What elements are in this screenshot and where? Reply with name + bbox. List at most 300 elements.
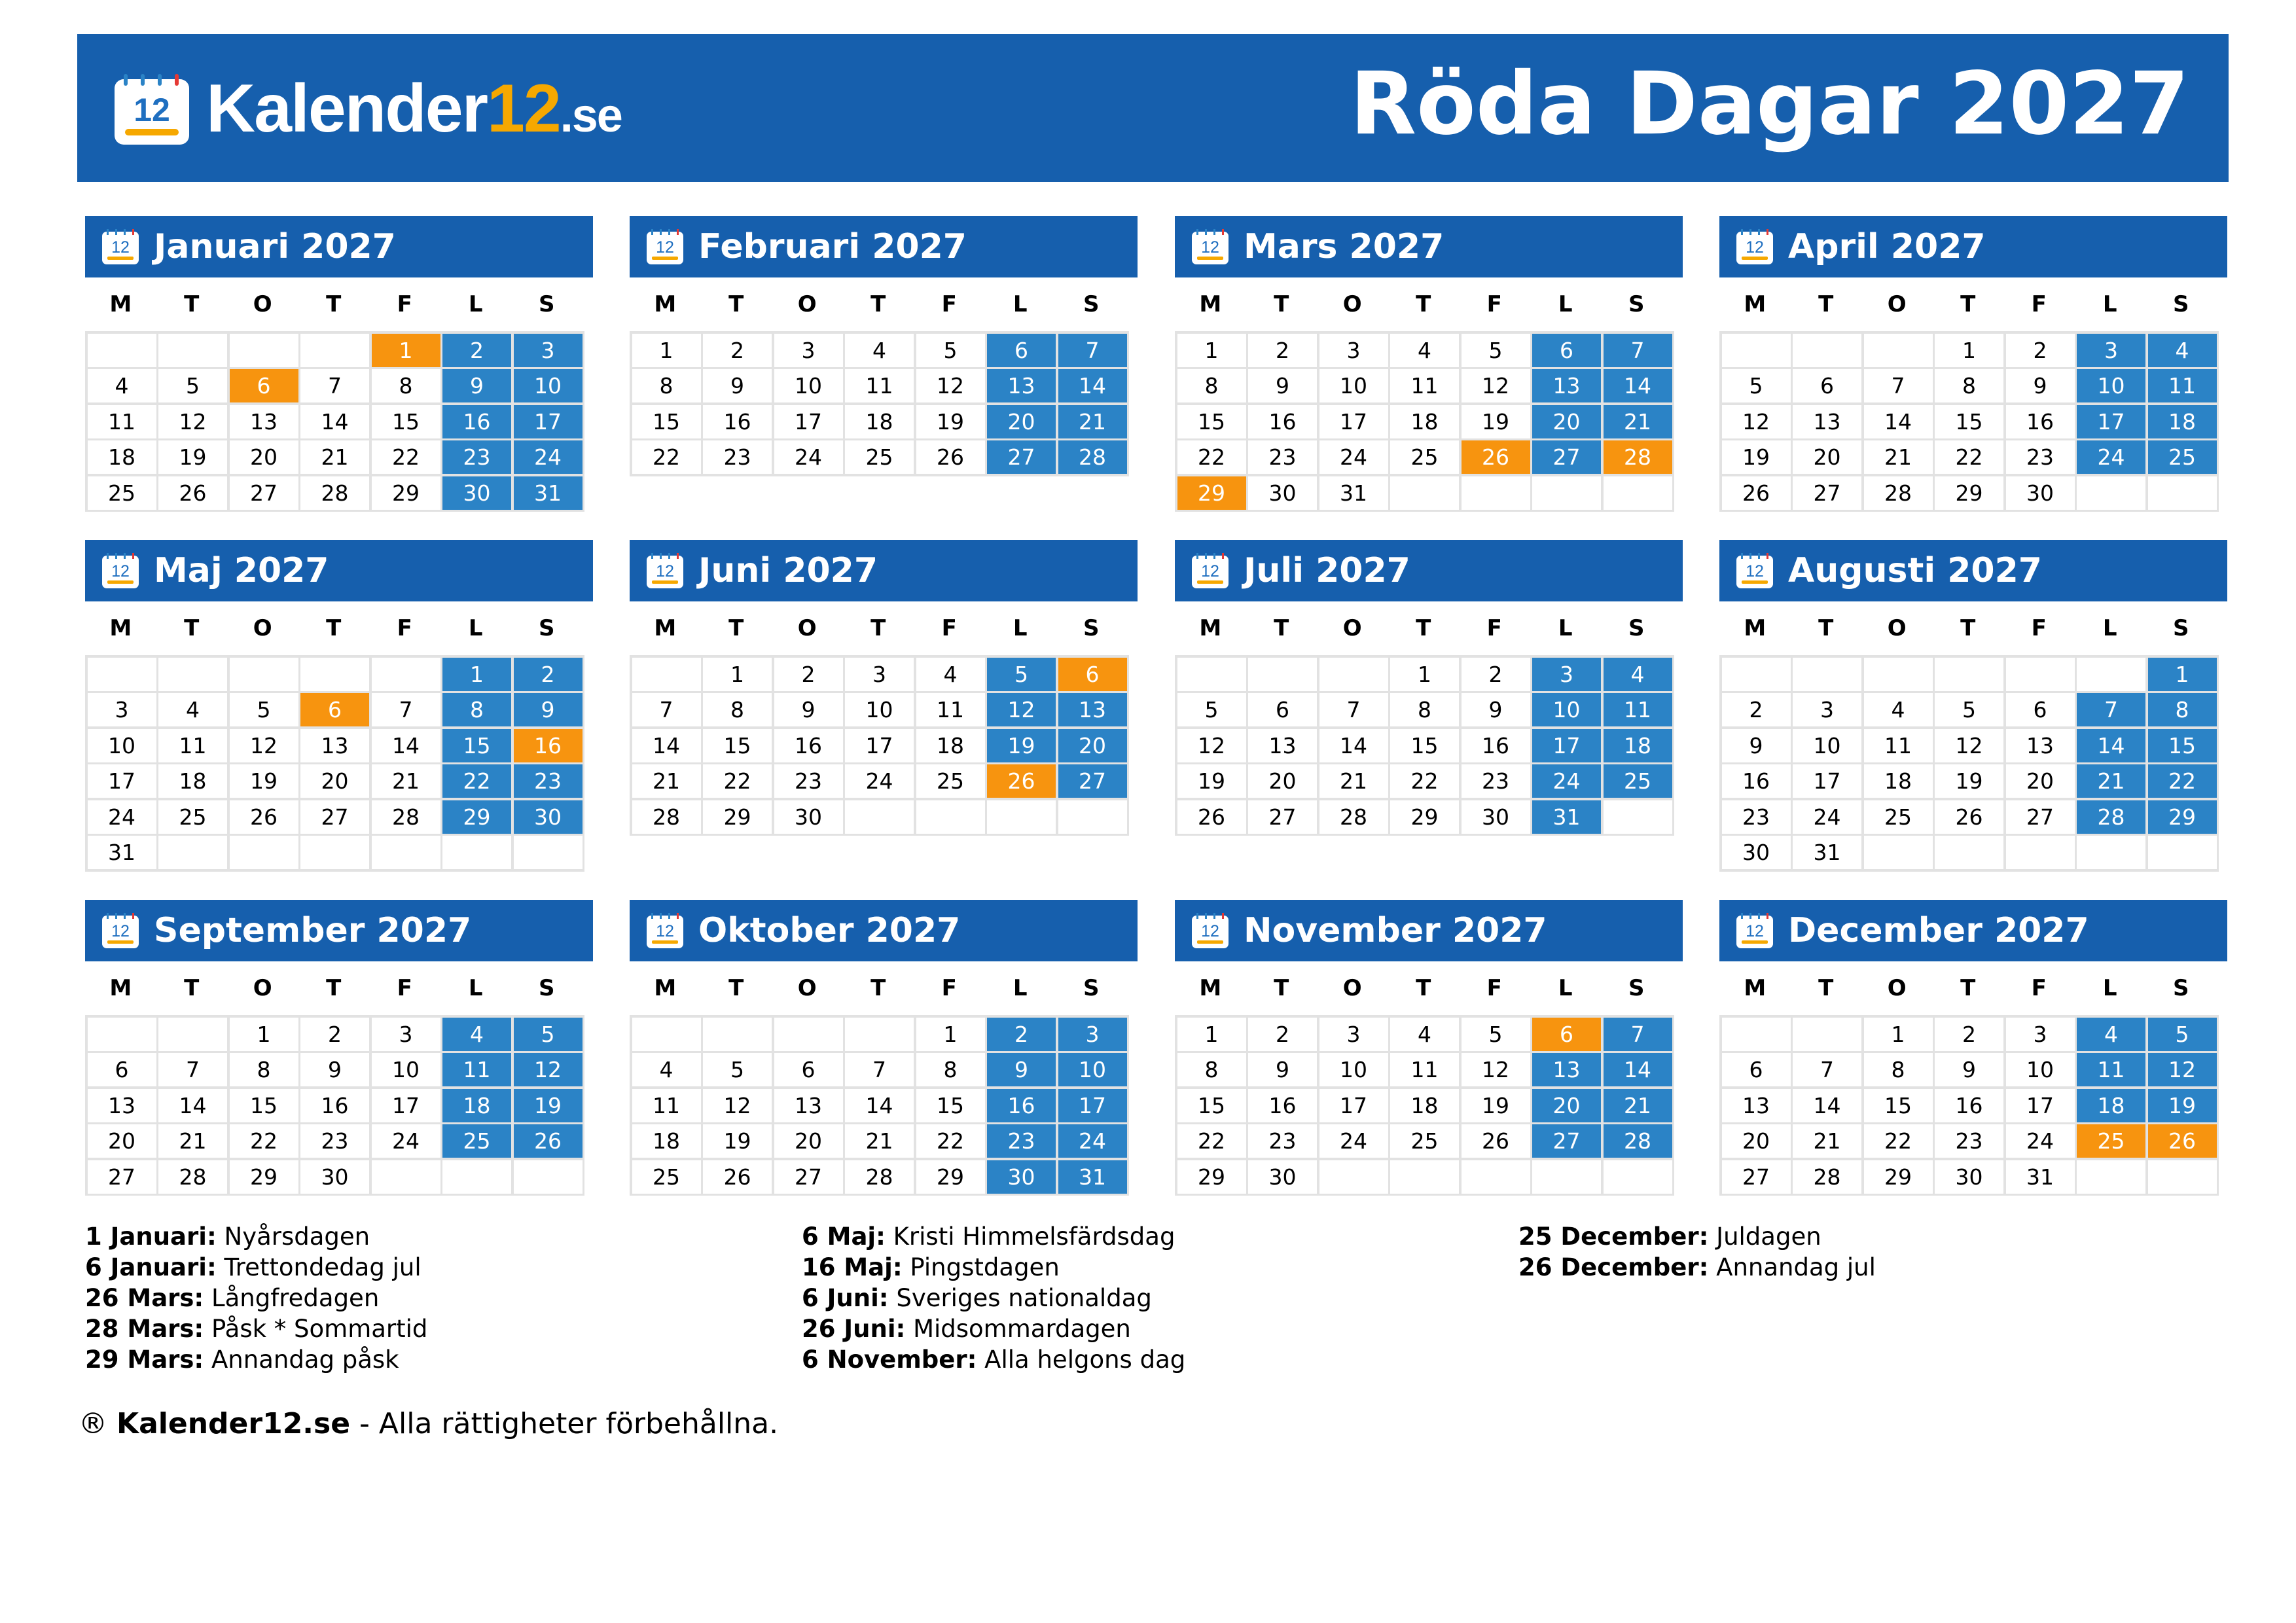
day-cell[interactable]: 7 [1864, 369, 1933, 402]
day-cell[interactable]: 20 [88, 1124, 156, 1158]
day-cell[interactable]: 11 [845, 369, 914, 402]
day-cell[interactable]: 1 [916, 1018, 985, 1051]
weekend-cell[interactable]: 21 [2077, 764, 2145, 798]
day-cell[interactable]: 21 [632, 764, 701, 798]
day-cell[interactable]: 19 [1462, 405, 1530, 438]
day-cell[interactable]: 8 [230, 1053, 298, 1086]
day-cell[interactable]: 29 [1390, 800, 1459, 834]
weekend-cell[interactable]: 4 [2077, 1018, 2145, 1051]
day-cell[interactable]: 25 [845, 440, 914, 474]
day-cell[interactable]: 5 [916, 334, 985, 367]
day-cell[interactable]: 3 [1319, 1018, 1388, 1051]
day-cell[interactable]: 6 [2006, 693, 2075, 726]
weekend-cell[interactable]: 25 [2148, 440, 2217, 474]
holiday-cell[interactable]: 6 [300, 693, 369, 726]
day-cell[interactable]: 17 [1319, 1089, 1388, 1122]
day-cell[interactable]: 12 [1177, 729, 1246, 762]
day-cell[interactable]: 18 [632, 1124, 701, 1158]
day-cell[interactable]: 12 [1462, 369, 1530, 402]
day-cell[interactable]: 16 [1248, 405, 1317, 438]
day-cell[interactable]: 5 [1722, 369, 1791, 402]
day-cell[interactable]: 18 [845, 405, 914, 438]
day-cell[interactable]: 29 [1935, 476, 2003, 510]
weekend-cell[interactable]: 3 [1058, 1018, 1127, 1051]
weekend-cell[interactable]: 8 [2148, 693, 2217, 726]
weekend-cell[interactable]: 14 [1604, 1053, 1672, 1086]
day-cell[interactable]: 22 [372, 440, 440, 474]
day-cell[interactable]: 1 [1935, 334, 2003, 367]
weekend-cell[interactable]: 24 [1532, 764, 1601, 798]
day-cell[interactable]: 21 [300, 440, 369, 474]
weekend-cell[interactable]: 27 [987, 440, 1056, 474]
day-cell[interactable]: 9 [1462, 693, 1530, 726]
weekend-cell[interactable]: 5 [514, 1018, 583, 1051]
day-cell[interactable]: 2 [1462, 658, 1530, 691]
day-cell[interactable]: 20 [1722, 1124, 1791, 1158]
weekend-cell[interactable]: 4 [442, 1018, 511, 1051]
weekend-cell[interactable]: 8 [442, 693, 511, 726]
day-cell[interactable]: 22 [1390, 764, 1459, 798]
day-cell[interactable]: 29 [372, 476, 440, 510]
weekend-cell[interactable]: 10 [1058, 1053, 1127, 1086]
day-cell[interactable]: 23 [774, 764, 843, 798]
holiday-cell[interactable]: 26 [1462, 440, 1530, 474]
day-cell[interactable]: 19 [158, 440, 227, 474]
day-cell[interactable]: 1 [703, 658, 772, 691]
holiday-cell[interactable]: 6 [230, 369, 298, 402]
day-cell[interactable]: 3 [1319, 334, 1388, 367]
day-cell[interactable]: 9 [2006, 369, 2075, 402]
day-cell[interactable]: 3 [1793, 693, 1861, 726]
day-cell[interactable]: 22 [1177, 1124, 1246, 1158]
weekend-cell[interactable]: 20 [987, 405, 1056, 438]
day-cell[interactable]: 28 [1864, 476, 1933, 510]
weekend-cell[interactable]: 31 [514, 476, 583, 510]
day-cell[interactable]: 10 [88, 729, 156, 762]
day-cell[interactable]: 20 [1793, 440, 1861, 474]
day-cell[interactable]: 27 [88, 1160, 156, 1194]
weekend-cell[interactable]: 29 [2148, 800, 2217, 834]
day-cell[interactable]: 10 [1319, 1053, 1388, 1086]
weekend-cell[interactable]: 7 [1058, 334, 1127, 367]
day-cell[interactable]: 7 [300, 369, 369, 402]
day-cell[interactable]: 2 [300, 1018, 369, 1051]
weekend-cell[interactable]: 4 [1604, 658, 1672, 691]
weekend-cell[interactable]: 7 [2077, 693, 2145, 726]
weekend-cell[interactable]: 17 [514, 405, 583, 438]
day-cell[interactable]: 14 [1793, 1089, 1861, 1122]
day-cell[interactable]: 21 [1864, 440, 1933, 474]
day-cell[interactable]: 2 [1935, 1018, 2003, 1051]
weekend-cell[interactable]: 23 [442, 440, 511, 474]
weekend-cell[interactable]: 20 [1532, 1089, 1601, 1122]
day-cell[interactable]: 12 [230, 729, 298, 762]
day-cell[interactable]: 10 [774, 369, 843, 402]
weekend-cell[interactable]: 13 [1058, 693, 1127, 726]
day-cell[interactable]: 24 [372, 1124, 440, 1158]
weekend-cell[interactable]: 13 [1532, 369, 1601, 402]
day-cell[interactable]: 6 [88, 1053, 156, 1086]
day-cell[interactable]: 19 [1462, 1089, 1530, 1122]
day-cell[interactable]: 18 [1864, 764, 1933, 798]
day-cell[interactable]: 2 [1722, 693, 1791, 726]
weekend-cell[interactable]: 9 [987, 1053, 1056, 1086]
weekend-cell[interactable]: 18 [2148, 405, 2217, 438]
day-cell[interactable]: 11 [632, 1089, 701, 1122]
day-cell[interactable]: 23 [1722, 800, 1791, 834]
weekend-cell[interactable]: 5 [2148, 1018, 2217, 1051]
weekend-cell[interactable]: 23 [987, 1124, 1056, 1158]
weekend-cell[interactable]: 4 [2148, 334, 2217, 367]
day-cell[interactable]: 12 [703, 1089, 772, 1122]
weekend-cell[interactable]: 10 [514, 369, 583, 402]
weekend-cell[interactable]: 25 [1604, 764, 1672, 798]
day-cell[interactable]: 25 [158, 800, 227, 834]
weekend-cell[interactable]: 19 [514, 1089, 583, 1122]
weekend-cell[interactable]: 27 [1058, 764, 1127, 798]
day-cell[interactable]: 18 [158, 764, 227, 798]
weekend-cell[interactable]: 6 [987, 334, 1056, 367]
day-cell[interactable]: 27 [774, 1160, 843, 1194]
day-cell[interactable]: 25 [1390, 440, 1459, 474]
day-cell[interactable]: 27 [230, 476, 298, 510]
day-cell[interactable]: 12 [1722, 405, 1791, 438]
day-cell[interactable]: 30 [1722, 836, 1791, 869]
day-cell[interactable]: 7 [1793, 1053, 1861, 1086]
day-cell[interactable]: 18 [1390, 405, 1459, 438]
day-cell[interactable]: 11 [158, 729, 227, 762]
day-cell[interactable]: 8 [1177, 369, 1246, 402]
day-cell[interactable]: 29 [230, 1160, 298, 1194]
day-cell[interactable]: 28 [1793, 1160, 1861, 1194]
day-cell[interactable]: 8 [1864, 1053, 1933, 1086]
day-cell[interactable]: 26 [703, 1160, 772, 1194]
day-cell[interactable]: 6 [774, 1053, 843, 1086]
day-cell[interactable]: 19 [1722, 440, 1791, 474]
day-cell[interactable]: 31 [1319, 476, 1388, 510]
weekend-cell[interactable]: 21 [1604, 405, 1672, 438]
holiday-cell[interactable]: 6 [1532, 1018, 1601, 1051]
day-cell[interactable]: 28 [632, 800, 701, 834]
weekend-cell[interactable]: 2 [987, 1018, 1056, 1051]
day-cell[interactable]: 10 [372, 1053, 440, 1086]
day-cell[interactable]: 19 [916, 405, 985, 438]
day-cell[interactable]: 20 [1248, 764, 1317, 798]
holiday-cell[interactable]: 6 [1058, 658, 1127, 691]
day-cell[interactable]: 14 [1864, 405, 1933, 438]
day-cell[interactable]: 13 [2006, 729, 2075, 762]
day-cell[interactable]: 13 [300, 729, 369, 762]
day-cell[interactable]: 9 [1935, 1053, 2003, 1086]
weekend-cell[interactable]: 15 [2148, 729, 2217, 762]
day-cell[interactable]: 30 [1935, 1160, 2003, 1194]
day-cell[interactable]: 23 [703, 440, 772, 474]
day-cell[interactable]: 4 [1864, 693, 1933, 726]
weekend-cell[interactable]: 16 [987, 1089, 1056, 1122]
weekend-cell[interactable]: 30 [514, 800, 583, 834]
weekend-cell[interactable]: 28 [1604, 1124, 1672, 1158]
day-cell[interactable]: 20 [774, 1124, 843, 1158]
day-cell[interactable]: 2 [703, 334, 772, 367]
day-cell[interactable]: 30 [1248, 476, 1317, 510]
day-cell[interactable]: 6 [1793, 369, 1861, 402]
weekend-cell[interactable]: 3 [1532, 658, 1601, 691]
day-cell[interactable]: 4 [916, 658, 985, 691]
day-cell[interactable]: 16 [1935, 1089, 2003, 1122]
day-cell[interactable]: 6 [1248, 693, 1317, 726]
day-cell[interactable]: 27 [300, 800, 369, 834]
day-cell[interactable]: 13 [1248, 729, 1317, 762]
day-cell[interactable]: 12 [158, 405, 227, 438]
holiday-cell[interactable]: 1 [372, 334, 440, 367]
weekend-cell[interactable]: 31 [1532, 800, 1601, 834]
day-cell[interactable]: 9 [1248, 1053, 1317, 1086]
weekend-cell[interactable]: 2 [442, 334, 511, 367]
weekend-cell[interactable]: 3 [2077, 334, 2145, 367]
weekend-cell[interactable]: 27 [1532, 440, 1601, 474]
day-cell[interactable]: 15 [703, 729, 772, 762]
day-cell[interactable]: 15 [1177, 405, 1246, 438]
weekend-cell[interactable]: 10 [1532, 693, 1601, 726]
day-cell[interactable]: 4 [158, 693, 227, 726]
day-cell[interactable]: 8 [1390, 693, 1459, 726]
weekend-cell[interactable]: 17 [1532, 729, 1601, 762]
weekend-cell[interactable]: 6 [1532, 334, 1601, 367]
weekend-cell[interactable]: 25 [442, 1124, 511, 1158]
day-cell[interactable]: 28 [300, 476, 369, 510]
weekend-cell[interactable]: 29 [442, 800, 511, 834]
day-cell[interactable]: 10 [845, 693, 914, 726]
day-cell[interactable]: 14 [372, 729, 440, 762]
weekend-cell[interactable]: 15 [442, 729, 511, 762]
day-cell[interactable]: 5 [230, 693, 298, 726]
day-cell[interactable]: 23 [1248, 1124, 1317, 1158]
day-cell[interactable]: 9 [300, 1053, 369, 1086]
weekend-cell[interactable]: 24 [514, 440, 583, 474]
day-cell[interactable]: 27 [1722, 1160, 1791, 1194]
weekend-cell[interactable]: 13 [987, 369, 1056, 402]
day-cell[interactable]: 17 [845, 729, 914, 762]
weekend-cell[interactable]: 7 [1604, 334, 1672, 367]
day-cell[interactable]: 17 [774, 405, 843, 438]
day-cell[interactable]: 28 [1319, 800, 1388, 834]
day-cell[interactable]: 21 [1793, 1124, 1861, 1158]
day-cell[interactable]: 19 [703, 1124, 772, 1158]
day-cell[interactable]: 6 [1722, 1053, 1791, 1086]
day-cell[interactable]: 8 [632, 369, 701, 402]
day-cell[interactable]: 3 [88, 693, 156, 726]
day-cell[interactable]: 18 [1390, 1089, 1459, 1122]
day-cell[interactable]: 23 [300, 1124, 369, 1158]
holiday-cell[interactable]: 29 [1177, 476, 1246, 510]
day-cell[interactable]: 22 [703, 764, 772, 798]
day-cell[interactable]: 14 [158, 1089, 227, 1122]
day-cell[interactable]: 23 [1935, 1124, 2003, 1158]
day-cell[interactable]: 13 [1722, 1089, 1791, 1122]
weekend-cell[interactable]: 10 [2077, 369, 2145, 402]
day-cell[interactable]: 28 [845, 1160, 914, 1194]
day-cell[interactable]: 8 [703, 693, 772, 726]
day-cell[interactable]: 7 [632, 693, 701, 726]
day-cell[interactable]: 16 [774, 729, 843, 762]
day-cell[interactable]: 27 [1248, 800, 1317, 834]
day-cell[interactable]: 24 [1319, 1124, 1388, 1158]
day-cell[interactable]: 31 [1793, 836, 1861, 869]
weekend-cell[interactable]: 12 [987, 693, 1056, 726]
weekend-cell[interactable]: 13 [1532, 1053, 1601, 1086]
day-cell[interactable]: 4 [88, 369, 156, 402]
day-cell[interactable]: 5 [1177, 693, 1246, 726]
day-cell[interactable]: 16 [300, 1089, 369, 1122]
day-cell[interactable]: 25 [1390, 1124, 1459, 1158]
day-cell[interactable]: 21 [158, 1124, 227, 1158]
day-cell[interactable]: 24 [88, 800, 156, 834]
day-cell[interactable]: 9 [1722, 729, 1791, 762]
logo[interactable] [113, 70, 622, 148]
weekend-cell[interactable]: 22 [442, 764, 511, 798]
day-cell[interactable]: 30 [1462, 800, 1530, 834]
day-cell[interactable]: 31 [2006, 1160, 2075, 1194]
day-cell[interactable]: 9 [703, 369, 772, 402]
weekend-cell[interactable]: 14 [1604, 369, 1672, 402]
weekend-cell[interactable]: 23 [514, 764, 583, 798]
weekend-cell[interactable]: 16 [442, 405, 511, 438]
day-cell[interactable]: 26 [230, 800, 298, 834]
day-cell[interactable]: 3 [372, 1018, 440, 1051]
day-cell[interactable]: 3 [774, 334, 843, 367]
day-cell[interactable]: 24 [2006, 1124, 2075, 1158]
weekend-cell[interactable]: 11 [2077, 1053, 2145, 1086]
day-cell[interactable]: 7 [372, 693, 440, 726]
day-cell[interactable]: 11 [1390, 1053, 1459, 1086]
holiday-cell[interactable]: 26 [2148, 1124, 2217, 1158]
day-cell[interactable]: 15 [372, 405, 440, 438]
day-cell[interactable]: 24 [1319, 440, 1388, 474]
day-cell[interactable]: 4 [845, 334, 914, 367]
day-cell[interactable]: 21 [372, 764, 440, 798]
holiday-cell[interactable]: 25 [2077, 1124, 2145, 1158]
weekend-cell[interactable]: 19 [2148, 1089, 2217, 1122]
day-cell[interactable]: 17 [88, 764, 156, 798]
day-cell[interactable]: 13 [88, 1089, 156, 1122]
weekend-cell[interactable]: 18 [1604, 729, 1672, 762]
day-cell[interactable]: 19 [230, 764, 298, 798]
weekend-cell[interactable]: 3 [514, 334, 583, 367]
weekend-cell[interactable]: 7 [1604, 1018, 1672, 1051]
day-cell[interactable]: 14 [300, 405, 369, 438]
weekend-cell[interactable]: 9 [514, 693, 583, 726]
day-cell[interactable]: 28 [372, 800, 440, 834]
day-cell[interactable]: 22 [632, 440, 701, 474]
weekend-cell[interactable]: 12 [514, 1053, 583, 1086]
day-cell[interactable]: 25 [88, 476, 156, 510]
day-cell[interactable]: 7 [1319, 693, 1388, 726]
day-cell[interactable]: 2 [2006, 334, 2075, 367]
day-cell[interactable]: 1 [632, 334, 701, 367]
day-cell[interactable]: 29 [703, 800, 772, 834]
day-cell[interactable]: 20 [2006, 764, 2075, 798]
day-cell[interactable]: 13 [774, 1089, 843, 1122]
day-cell[interactable]: 5 [1462, 1018, 1530, 1051]
weekend-cell[interactable]: 21 [1058, 405, 1127, 438]
day-cell[interactable]: 15 [1390, 729, 1459, 762]
day-cell[interactable]: 4 [1390, 1018, 1459, 1051]
day-cell[interactable]: 15 [230, 1089, 298, 1122]
day-cell[interactable]: 15 [1864, 1089, 1933, 1122]
day-cell[interactable]: 9 [774, 693, 843, 726]
weekend-cell[interactable]: 11 [442, 1053, 511, 1086]
day-cell[interactable]: 24 [845, 764, 914, 798]
weekend-cell[interactable]: 12 [2148, 1053, 2217, 1086]
weekend-cell[interactable]: 31 [1058, 1160, 1127, 1194]
day-cell[interactable]: 11 [1390, 369, 1459, 402]
day-cell[interactable]: 16 [1462, 729, 1530, 762]
day-cell[interactable]: 12 [916, 369, 985, 402]
day-cell[interactable]: 26 [1722, 476, 1791, 510]
day-cell[interactable]: 3 [2006, 1018, 2075, 1051]
day-cell[interactable]: 5 [1462, 334, 1530, 367]
day-cell[interactable]: 16 [2006, 405, 2075, 438]
day-cell[interactable]: 12 [1935, 729, 2003, 762]
weekend-cell[interactable]: 20 [1058, 729, 1127, 762]
day-cell[interactable]: 8 [1177, 1053, 1246, 1086]
day-cell[interactable]: 28 [158, 1160, 227, 1194]
day-cell[interactable]: 24 [774, 440, 843, 474]
day-cell[interactable]: 22 [1935, 440, 2003, 474]
weekend-cell[interactable]: 24 [1058, 1124, 1127, 1158]
weekend-cell[interactable]: 14 [1058, 369, 1127, 402]
day-cell[interactable]: 1 [1864, 1018, 1933, 1051]
day-cell[interactable]: 18 [916, 729, 985, 762]
day-cell[interactable]: 21 [845, 1124, 914, 1158]
day-cell[interactable]: 5 [703, 1053, 772, 1086]
holiday-cell[interactable]: 16 [514, 729, 583, 762]
day-cell[interactable]: 11 [88, 405, 156, 438]
holiday-cell[interactable]: 26 [987, 764, 1056, 798]
day-cell[interactable]: 30 [774, 800, 843, 834]
day-cell[interactable]: 7 [845, 1053, 914, 1086]
day-cell[interactable]: 17 [372, 1089, 440, 1122]
day-cell[interactable]: 13 [230, 405, 298, 438]
weekend-cell[interactable]: 28 [1058, 440, 1127, 474]
day-cell[interactable]: 10 [1793, 729, 1861, 762]
day-cell[interactable]: 22 [1864, 1124, 1933, 1158]
day-cell[interactable]: 5 [1935, 693, 2003, 726]
day-cell[interactable]: 7 [158, 1053, 227, 1086]
day-cell[interactable]: 16 [1722, 764, 1791, 798]
day-cell[interactable]: 30 [1248, 1160, 1317, 1194]
day-cell[interactable]: 12 [1462, 1053, 1530, 1086]
weekend-cell[interactable]: 18 [2077, 1089, 2145, 1122]
day-cell[interactable]: 15 [1177, 1089, 1246, 1122]
day-cell[interactable]: 2 [1248, 334, 1317, 367]
day-cell[interactable]: 23 [1462, 764, 1530, 798]
weekend-cell[interactable]: 1 [2148, 658, 2217, 691]
day-cell[interactable]: 2 [774, 658, 843, 691]
day-cell[interactable]: 17 [1319, 405, 1388, 438]
day-cell[interactable]: 15 [1935, 405, 2003, 438]
weekend-cell[interactable]: 22 [2148, 764, 2217, 798]
day-cell[interactable]: 23 [2006, 440, 2075, 474]
weekend-cell[interactable]: 17 [2077, 405, 2145, 438]
day-cell[interactable]: 1 [1390, 658, 1459, 691]
day-cell[interactable]: 1 [1177, 1018, 1246, 1051]
day-cell[interactable]: 14 [845, 1089, 914, 1122]
weekend-cell[interactable]: 27 [1532, 1124, 1601, 1158]
weekend-cell[interactable]: 20 [1532, 405, 1601, 438]
day-cell[interactable]: 3 [845, 658, 914, 691]
day-cell[interactable]: 30 [2006, 476, 2075, 510]
